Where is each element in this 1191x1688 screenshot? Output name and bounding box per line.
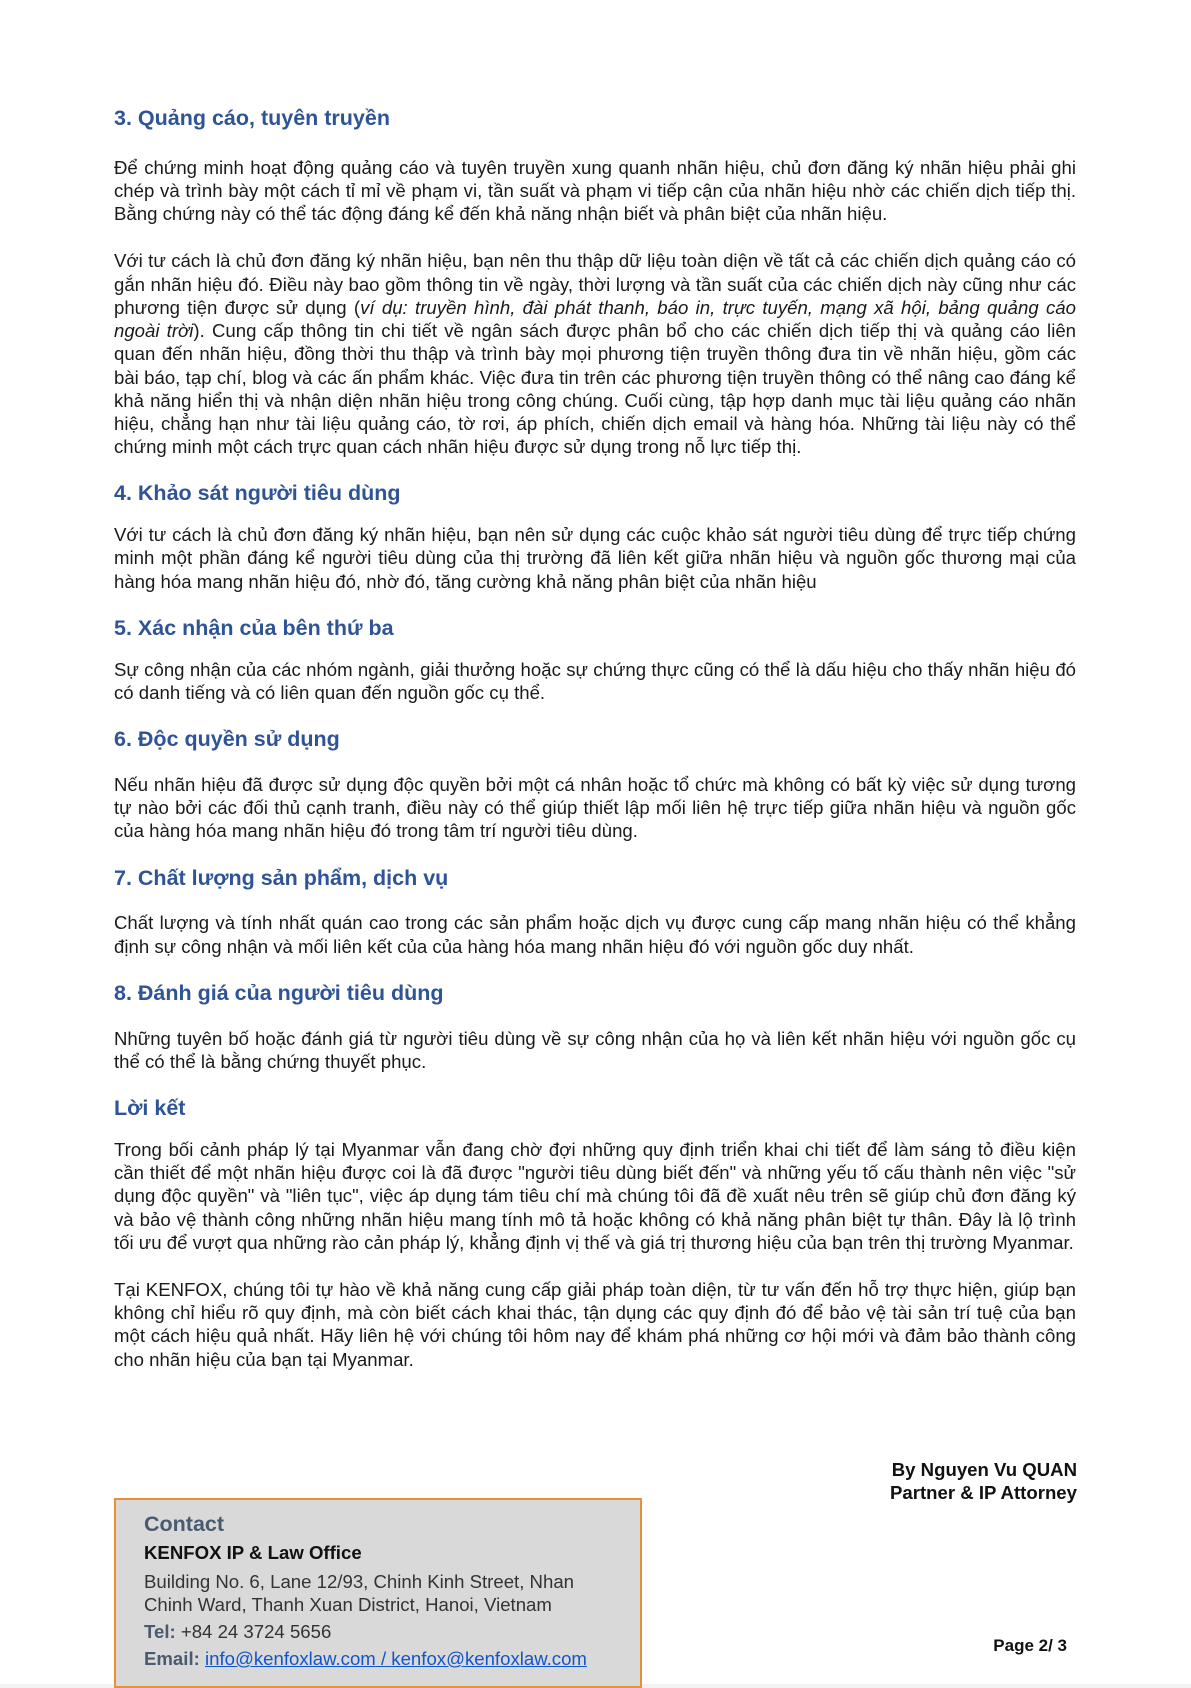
email-link-info[interactable]: info@kenfoxlaw.com: [204, 1648, 376, 1669]
section-3-paragraph-2-part-2: ). Cung cấp thông tin chi tiết về ngân sách được phân bổ cho các chiến dịch tiếp thị và quảng cáo liên quan đến nhãn hiệu, đồng thời thu thập và trình bày mọi phương tiện truyền thông đưa tin về nhãn hiệu, gồm các bài báo, tạp chí, blog và các ấn phẩm khác. Việc đưa tin trên các phương tiện truyền thông có thể nâng cao đáng kể khả năng hiển thị và nhận diện nhãn hiệu trong công chúng. Cuối cùng, tập hợp danh mục tài liệu quảng cáo nhãn hiệu, chẳng hạn như tài liệu quảng cáo, tờ rơi, áp phích, chiến dịch email và hàng hóa. Những tài liệu này có thể chứng minh một cách trực quan cách nhãn hiệu được sử dụng trong nỗ lực tiếp thị.: [114, 320, 1077, 458]
page-number: Page 2/ 3: [993, 1636, 1067, 1655]
contact-address-line-1: Building No. 6, Lane 12/93, Chinh Kinh Street, Nhan: [144, 1571, 575, 1592]
tel-label: Tel:: [144, 1621, 176, 1642]
contact-box: [114, 1498, 642, 1688]
document-body: [114, 105, 1076, 1371]
contact-organization: KENFOX IP & Law Office: [144, 1542, 362, 1563]
contact-email: [144, 1647, 640, 1670]
email-label: Email:: [144, 1648, 200, 1669]
section-3-heading: 3. Quảng cáo, tuyên truyền: [114, 106, 390, 130]
contact-tel: [144, 1620, 640, 1643]
section-4-heading: 4. Khảo sát người tiêu dùng: [114, 481, 401, 506]
section-3-paragraph-2-part-1: Với tư cách là chủ đơn đăng ký nhãn hiệu, bạn nên thu thập dữ liệu toàn diện về tất cả các chiến dịch quảng cáo có gắn nhãn hiệu đó. Điều này bao gồm thông tin về ngày, thời lượng và tần suất của các chiến dịch này cũng như các phương tiện được sử dụng (: [114, 250, 1076, 318]
section-8-paragraph: Những tuyên bố hoặc đánh giá từ người tiêu dùng về sự công nhận của họ và liên kết nhãn hiệu với nguồn gốc cụ thể có thể là bằng chứng thuyết phục.: [114, 1027, 1076, 1072]
author-name: By Nguyen Vu QUAN: [891, 1459, 1077, 1480]
section-7-heading: 7. Chất lượng sản phẩm, dịch vụ: [114, 865, 449, 890]
section-7-paragraph: Chất lượng và tính nhất quán cao trong các sản phẩm hoặc dịch vụ được cung cấp mang nhãn hiệu có thể khẳng định sự công nhận và mối liên kết của của hàng hóa mang nhãn hiệu đó với nguồn gốc duy nhất.: [114, 912, 1076, 957]
conclusion-paragraph-2: Tại KENFOX, chúng tôi tự hào về khả năng cung cấp giải pháp toàn diện, từ tư vấn đến hỗ trợ thực hiện, giúp bạn không chỉ hiểu rõ quy định, mà còn biết cách khai thác, tận dụng các quy định đó để bảo vệ tài sản trí tuệ của bạn một cách hiệu quả nhất. Hãy liên hệ với chúng tôi hôm nay để khám phá những cơ hội mới và đảm bảo thành công cho nhãn hiệu của bạn tại Myanmar.: [114, 1279, 1076, 1370]
section-8-heading: 8. Đánh giá của người tiêu dùng: [114, 980, 444, 1005]
contact-address: [144, 1570, 640, 1616]
author-role: Partner & IP Attorney: [889, 1482, 1077, 1503]
section-3-paragraph-2: [114, 249, 1076, 458]
email-separator: /: [375, 1648, 392, 1669]
signature-block: [890, 1458, 1077, 1504]
section-4-paragraph: Với tư cách là chủ đơn đăng ký nhãn hiệu, bạn nên sử dụng các cuộc khảo sát người tiêu dùng để trực tiếp chứng minh một phần đáng kể người tiêu dùng của thị trường đã liên kết giữa nhãn hiệu và nguồn gốc thương mại của hàng hóa mang nhãn hiệu đó, nhờ đó, tăng cường khả năng phân biệt của nhãn hiệu: [114, 524, 1076, 592]
section-5-heading: 5. Xác nhận của bên thứ ba: [114, 615, 394, 640]
section-6-paragraph: Nếu nhãn hiệu đã được sử dụng độc quyền bởi một cá nhân hoặc tổ chức mà không có bất kỳ việc sử dụng tương tự nào bởi các đối thủ cạnh tranh, điều này có thể giúp thiết lập mối liên hệ trực tiếp giữa nhãn hiệu và nguồn gốc của hàng hóa mang nhãn hiệu đó trong tâm trí người tiêu dùng.: [114, 773, 1076, 842]
conclusion-heading: Lời kết: [114, 1096, 186, 1121]
email-link-kenfox[interactable]: kenfox@kenfoxlaw.com: [391, 1648, 587, 1669]
contact-title: Contact: [144, 1512, 225, 1536]
conclusion-paragraph-1: Trong bối cảnh pháp lý tại Myanmar vẫn đang chờ đợi những quy định triển khai chi tiết để làm sáng tỏ điều kiện cần thiết để một nhãn hiệu được coi là đã được "người tiêu dùng biết đến" và những yếu tố cấu thành nên việc "sử dụng độc quyền" và "liên tục", việc áp dụng tám tiêu chí mà chúng tôi đã đề xuất nêu trên sẽ giúp chủ đơn đăng ký và bảo vệ thành công những nhãn hiệu mang tính mô tả hoặc không có khả năng phân biệt tự thân. Đây là lộ trình tối ưu để vượt qua những rào cản pháp lý, khẳng định vị thế và giá trị thương hiệu của bạn trên thị trường Myanmar.: [114, 1139, 1076, 1253]
section-5-paragraph: Sự công nhận của các nhóm ngành, giải thưởng hoặc sự chứng thực cũng có thể là dấu hiệu cho thấy nhãn hiệu đó có danh tiếng và có liên quan đến nguồn gốc cụ thể.: [114, 658, 1076, 703]
section-3-paragraph-1: Để chứng minh hoạt động quảng cáo và tuyên truyền xung quanh nhãn hiệu, chủ đơn đăng ký nhãn hiệu phải ghi chép và trình bày một cách tỉ mỉ về phạm vi, tần suất và phạm vi tiếp cận của nhãn hiệu nhờ các chiến dịch tiếp thị. Bằng chứng này có thể tác động đáng kể đến khả năng nhận biết và phân biệt của nhãn hiệu.: [114, 156, 1076, 225]
tel-value: +84 24 3724 5656: [180, 1621, 332, 1642]
section-6-heading: 6. Độc quyền sử dụng: [114, 727, 340, 752]
section-3-paragraph-2-examples: ví dụ: truyền hình, đài phát thanh, báo in, trực tuyến, mạng xã hội, bảng quảng cáo ngoài trời: [114, 296, 1076, 342]
contact-address-line-2: Chinh Ward, Thanh Xuan District, Hanoi, Vietnam: [144, 1594, 552, 1615]
